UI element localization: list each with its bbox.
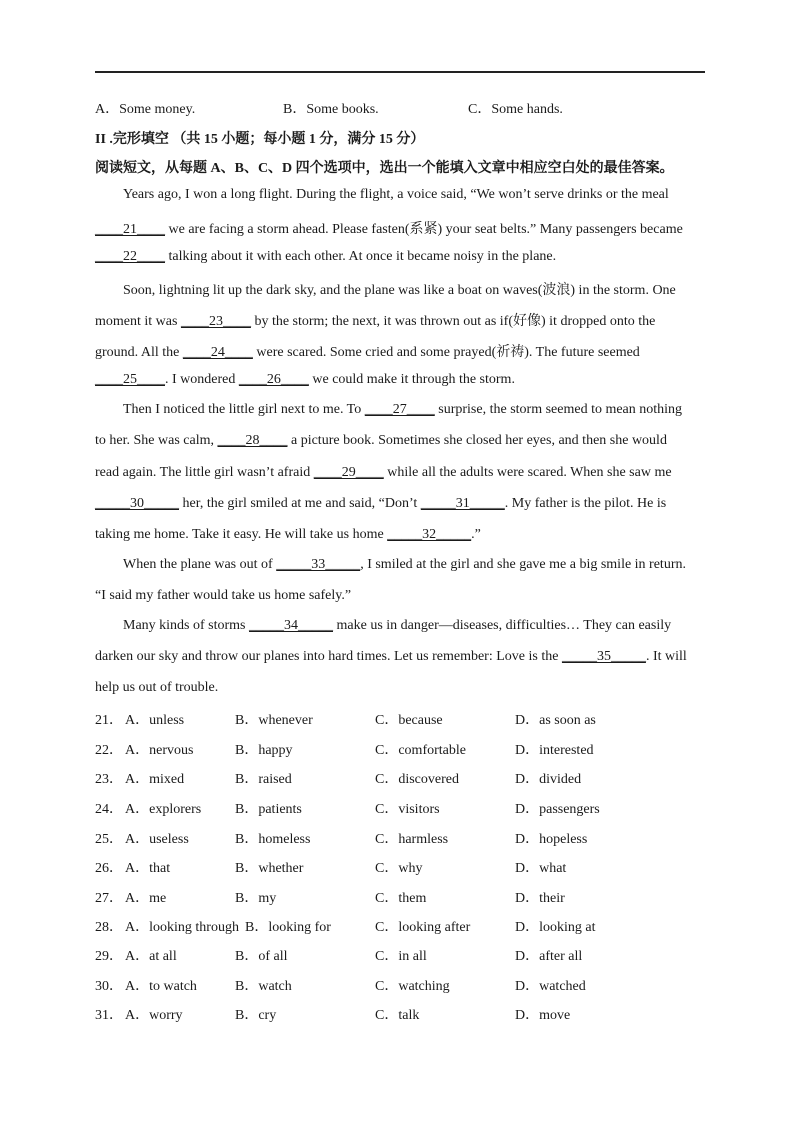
question-number: 26．	[95, 861, 123, 876]
option-b[interactable]: B．happy	[235, 743, 293, 758]
blank-26[interactable]: ____26____	[238, 372, 309, 387]
option-c[interactable]: C．looking after	[375, 920, 471, 935]
passage-line: Many kinds of storms _____34_____ make us in danger—diseases, difficulties… They can easily	[123, 618, 672, 633]
passage-line: ground. All the ____24____ were scared. Some cried and some prayed(祈祷). The future seemed	[95, 345, 640, 360]
blank-35[interactable]: _____35_____	[561, 649, 646, 664]
option-c[interactable]: C．harmless	[375, 832, 449, 847]
section-title: II .完形填空 （共 15 小题；每小题 1 分，满分 15 分）	[95, 132, 425, 147]
blank-21[interactable]: ____21____	[95, 222, 165, 237]
passage-line: moment it was ____23____ by the storm; the next, it was thrown out as if(好像) it dropped onto the	[95, 314, 656, 329]
section-instruction: 阅读短文，从每题 A、B、C、D 四个选项中，选出一个能填入文章中相应空白处的最佳答案。	[95, 161, 674, 176]
option-a[interactable]: A．nervous	[125, 743, 194, 758]
option-c[interactable]: C．comfortable	[375, 743, 466, 758]
option-a[interactable]: A．worry	[125, 1008, 183, 1023]
passage-line: help us out of trouble.	[95, 680, 219, 695]
option-d[interactable]: D．passengers	[515, 802, 600, 817]
prev-option-c: C．Some hands.	[468, 102, 563, 117]
option-a[interactable]: A．explorers	[125, 802, 202, 817]
option-b[interactable]: B．raised	[235, 772, 292, 787]
option-b[interactable]: B．whenever	[235, 713, 313, 728]
blank-28[interactable]: ____28____	[217, 433, 288, 448]
question-number: 23．	[95, 772, 123, 787]
blank-33[interactable]: _____33_____	[276, 557, 361, 572]
option-c[interactable]: C．watching	[375, 979, 450, 994]
blank-25[interactable]: ____25____	[95, 372, 165, 387]
option-c[interactable]: C．visitors	[375, 802, 440, 817]
option-d[interactable]: D．watched	[515, 979, 586, 994]
question-number: 27．	[95, 891, 123, 906]
option-b[interactable]: B．cry	[235, 1008, 277, 1023]
option-a[interactable]: A．unless	[125, 713, 185, 728]
passage-line: ____25____. I wondered ____26____ we could make it through the storm.	[95, 372, 515, 387]
option-d[interactable]: D．move	[515, 1008, 571, 1023]
blank-27[interactable]: ____27____	[364, 402, 435, 417]
option-b[interactable]: B．watch	[235, 979, 292, 994]
passage-line: _____30_____ her, the girl smiled at me and said, “Don’t _____31_____. My father is the pilot. He is	[95, 496, 667, 511]
option-b[interactable]: B．of all	[235, 949, 288, 964]
option-c[interactable]: C．them	[375, 891, 427, 906]
prev-option-a: A．Some money.	[95, 102, 196, 117]
option-d[interactable]: D．divided	[515, 772, 582, 787]
option-d[interactable]: D．as soon as	[515, 713, 596, 728]
question-number: 22．	[95, 743, 123, 758]
blank-32[interactable]: _____32_____	[387, 527, 472, 542]
option-a[interactable]: A．to watch	[125, 979, 197, 994]
blank-24[interactable]: ____24____	[182, 345, 253, 360]
option-d[interactable]: D．after all	[515, 949, 583, 964]
question-number: 24．	[95, 802, 123, 817]
option-c[interactable]: C．discovered	[375, 772, 459, 787]
blank-34[interactable]: _____34_____	[249, 618, 333, 633]
option-d[interactable]: D．their	[515, 891, 565, 906]
option-c[interactable]: C．why	[375, 861, 423, 876]
blank-31[interactable]: _____31_____	[420, 496, 505, 511]
option-b[interactable]: B．looking for	[245, 920, 331, 935]
prev-option-b: B．Some books.	[283, 102, 379, 117]
option-d[interactable]: D．interested	[515, 743, 594, 758]
question-number: 29．	[95, 949, 123, 964]
question-number: 28．	[95, 920, 123, 935]
option-a[interactable]: A．mixed	[125, 772, 185, 787]
blank-29[interactable]: ____29____	[313, 465, 384, 480]
option-d[interactable]: D．looking at	[515, 920, 596, 935]
blank-22[interactable]: ____22____	[95, 249, 165, 264]
passage-line: ____22____ talking about it with each other. At once it became noisy in the plane.	[95, 249, 557, 264]
passage-line: When the plane was out of _____33_____, I smiled at the girl and she gave me a big smile in return.	[123, 557, 686, 572]
passage-line: Then I noticed the little girl next to me. To ____27____ surprise, the storm seemed to mean nothing	[123, 402, 683, 417]
option-b[interactable]: B．whether	[235, 861, 304, 876]
passage-line: to her. She was calm, ____28____ a picture book. Sometimes she closed her eyes, and then she would	[95, 433, 667, 448]
passage-line: darken our sky and throw our planes into hard times. Let us remember: Love is the _____35_____. It will	[95, 649, 687, 664]
option-d[interactable]: D．what	[515, 861, 567, 876]
passage-line: Soon, lightning lit up the dark sky, and the plane was like a boat on waves(波浪) in the storm. One	[123, 283, 676, 298]
option-b[interactable]: B．homeless	[235, 832, 311, 847]
option-c[interactable]: C．talk	[375, 1008, 420, 1023]
option-b[interactable]: B．my	[235, 891, 277, 906]
passage-line: Years ago, I won a long flight. During the flight, a voice said, “We won’t serve drinks or the meal	[123, 187, 669, 202]
passage-line: read again. The little girl wasn’t afraid ____29____ while all the adults were scared. When she saw me	[95, 465, 672, 480]
question-number: 25．	[95, 832, 123, 847]
question-number: 31．	[95, 1008, 123, 1023]
question-number: 30．	[95, 979, 123, 994]
option-a[interactable]: A．useless	[125, 832, 189, 847]
option-a[interactable]: A．that	[125, 861, 171, 876]
option-d[interactable]: D．hopeless	[515, 832, 588, 847]
option-c[interactable]: C．in all	[375, 949, 427, 964]
option-a[interactable]: A．looking through	[125, 920, 239, 935]
passage-line: ____21____ we are facing a storm ahead. Please fasten(系紧) your seat belts.” Many passengers became	[95, 222, 683, 237]
question-number: 21．	[95, 713, 123, 728]
passage-line: taking me home. Take it easy. He will take us home _____32_____.”	[95, 527, 481, 542]
blank-23[interactable]: ____23____	[180, 314, 251, 329]
blank-30[interactable]: _____30_____	[95, 496, 179, 511]
option-a[interactable]: A．at all	[125, 949, 177, 964]
passage-line: “I said my father would take us home safely.”	[95, 588, 352, 603]
option-c[interactable]: C．because	[375, 713, 443, 728]
option-b[interactable]: B．patients	[235, 802, 302, 817]
option-a[interactable]: A．me	[125, 891, 167, 906]
top-rule	[95, 71, 705, 73]
